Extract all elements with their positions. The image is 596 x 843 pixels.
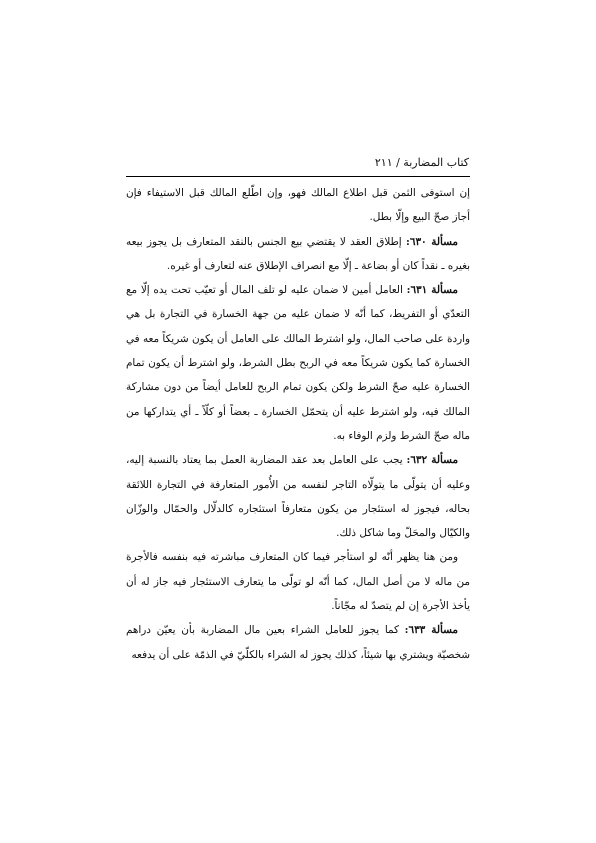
issue-text: كما يجوز للعامل الشراء بعين مال المضاربة بأن يعيّن دراهم شخصيّة ويشتري بها شيئاً، كذلك يجوز له الشراء بالكلّيّ في الذمّة على أن يدفعه — [126, 624, 470, 661]
issue-text: يجب على العامل بعد عقد المضاربة العمل بما يعتاد بالنسبة إليه، وعليه أن يتولّى ما يتولّاه التاجر لنفسه من الأُمور المتعارفة في التجارة اللائقة بحاله، فيجوز له استئجار من يكون متعارفاً استئجاره كالدلّال والحمّال والوزّان والكيّال والمحَلّ وما شاكل ذلك. — [126, 454, 470, 540]
running-header: كتاب المضاربة / ٢١١ — [374, 156, 469, 169]
issue-title: مسألة ٦٣٣: — [404, 624, 458, 637]
issue-633 — [126, 618, 470, 667]
issue-632 — [126, 448, 470, 545]
page-body — [126, 181, 470, 667]
issue-630 — [126, 230, 470, 279]
issue-text: إطلاق العقد لا يقتضي بيع الجنس بالنقد المتعارف بل يجوز بيعه بغيره ـ نقداً كان أو بضاعة ـ إلّا مع انصراف الإطلاق عنه لتعارف أو غيره. — [126, 235, 470, 272]
issue-text: العامل أمين لا ضمان عليه لو تلف المال أو تعيّب تحت يده إلّا مع التعدّي أو التفريط، كما أنّه لا ضمان عليه من جهة الخسارة في التجارة بل هي واردة على صاحب المال، ولو اشترط المالك على العامل أن يكون شريكاً معه في الخسارة كما يكون شريكاً معه في الربح بطل الشرط، ولو اشترط أن يكون تمام الخسارة عليه صحّ الشرط ولكن يكون تمام الربح للعامل أيضاً من دون مشاركة المالك فيه، ولو اشترط عليه أن يتحمّل الخسارة ـ بعضاً أو كلّاً ـ أي يتداركها من ماله صحّ الشرط ولزم الوفاء به. — [126, 284, 470, 442]
issue-631 — [126, 278, 470, 448]
paragraph: إن استوفى الثمن قبل اطلاع المالك فهو، وإن اطّلع المالك قبل الاستيفاء فإن أجاز صحّ البيع وإلّا بطل. — [126, 187, 470, 224]
issue-title: مسألة ٦٣١: — [406, 284, 458, 297]
issue-title: مسألة ٦٣٠: — [406, 235, 458, 248]
paragraph: ومن هنا يظهر أنّه لو استأجر فيما كان المتعارف مباشرته فيه بنفسه فالأجرة من ماله لا من أصل المال، كما أنّه لو تولّى ما يتعارف الاستئجار فيه جاز له أن يأخذ الأجرة إن لم يتصدّ له مجّاناً. — [126, 551, 470, 613]
issue-title: مسألة ٦٣٢: — [406, 454, 459, 467]
header-rule — [126, 176, 470, 177]
